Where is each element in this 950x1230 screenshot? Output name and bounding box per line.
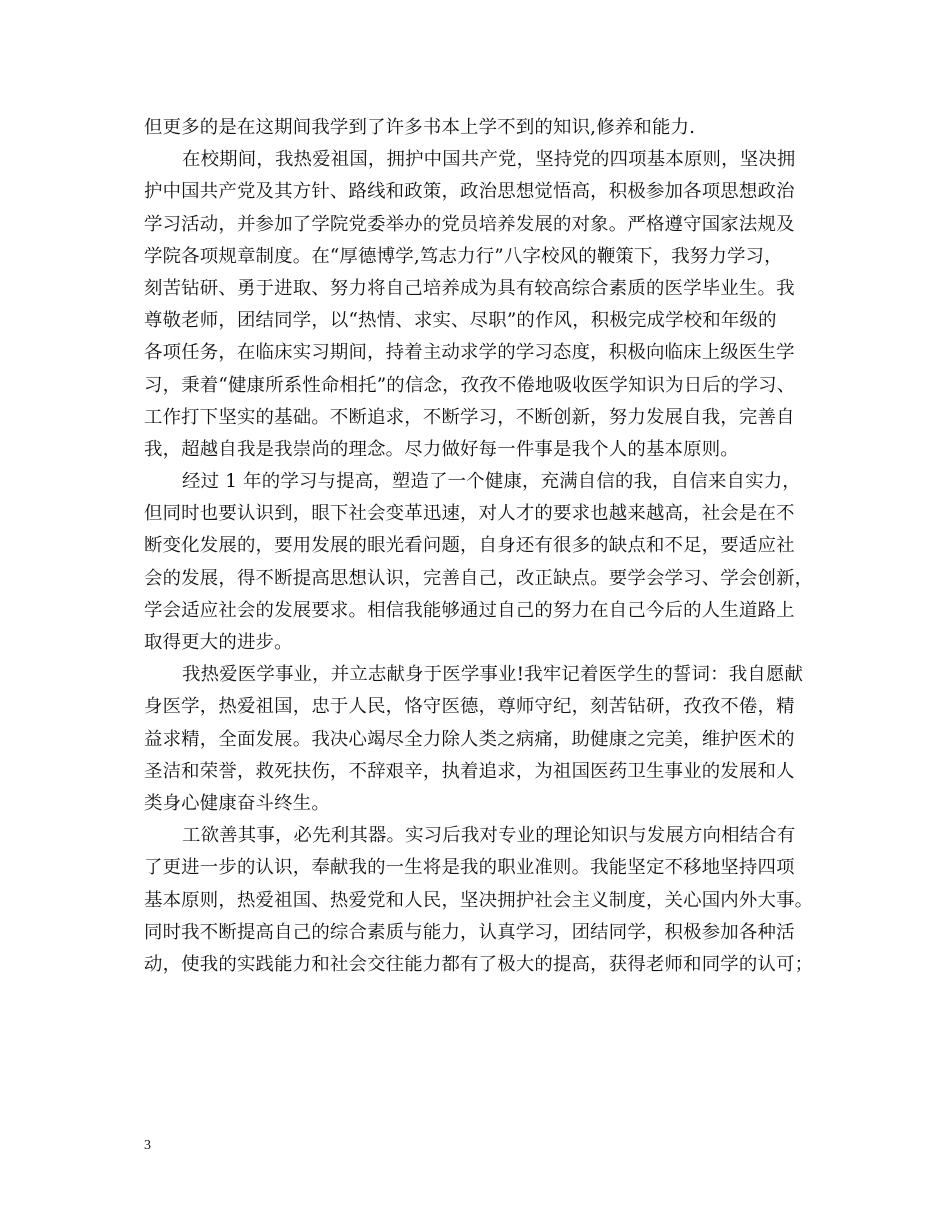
text-line: 尊敬老师，团结同学，以“热情、求实、尽职”的作风，积极完成学校和年级的 <box>144 310 777 332</box>
text-line: 了更进一步的认识，奉献我的一生将是我的职业准则。我能坚定不移地坚持四项 <box>144 857 795 879</box>
text-line: 会的发展，得不断提高思想认识，完善自己，改正缺点。要学会学习、学会创新， <box>144 567 814 589</box>
paragraph-first-line: 经过 1 年的学习与提高，塑造了一个健康，充满自信的我，自信来自实力， <box>182 471 801 493</box>
text-line: 但同时也要认识到，眼下社会变革迅速，对人才的要求也越来越高，社会是在不 <box>144 503 795 525</box>
text-line: 但更多的是在这期间我学到了许多书本上学不到的知识,修养和能力. <box>144 117 696 138</box>
text-line: 护中国共产党及其方针、路线和政策，政治思想觉悟高，积极参加各项思想政治 <box>144 181 795 203</box>
text-line: 取得更大的进步。 <box>144 632 293 653</box>
page-number: 3 <box>144 1138 151 1153</box>
text-line: 类身心健康奋斗终生。 <box>144 792 330 814</box>
text-line: 身医学，热爱祖国，忠于人民，恪守医德，尊师守纪，刻苦钻研，孜孜不倦，精 <box>144 696 795 718</box>
paragraph-first-line: 我热爱医学事业，并立志献身于医学事业!我牢记着医学生的誓词：我自愿献 <box>182 664 804 686</box>
text-line: 学会适应社会的发展要求。相信我能够通过自己的努力在自己今后的人生道路上 <box>144 599 795 621</box>
document-body <box>144 112 816 981</box>
paragraph-first-line: 工欲善其事，必先利其器。实习后我对专业的理论知识与发展方向相结合有 <box>182 825 796 847</box>
text-line: 习，秉着“健康所系性命相托”的信念，孜孜不倦地吸收医学知识为日后的学习、 <box>144 374 796 396</box>
text-line: 学习活动，并参加了学院党委举办的党员培养发展的对象。严格遵守国家法规及 <box>144 213 795 235</box>
text-line: 同时我不断提高自己的综合素质与能力，认真学习，团结同学，积极参加各种活 <box>144 921 795 943</box>
text-line: 动，使我的实践能力和社会交往能力都有了极大的提高，获得老师和同学的认可； <box>144 953 814 975</box>
text-line: 刻苦钻研、勇于进取、努力将自己培养成为具有较高综合素质的医学毕业生。我 <box>144 277 795 299</box>
text-line: 益求精，全面发展。我决心竭尽全力除人类之病痛，助健康之完美，维护医术的 <box>144 728 795 750</box>
paragraph-first-line: 在校期间，我热爱祖国，拥护中国共产党，坚持党的四项基本原则，坚决拥 <box>182 149 796 171</box>
text-line: 断变化发展的，要用发展的眼光看问题，自身还有很多的缺点和不足，要适应社 <box>144 535 795 557</box>
text-line: 我，超越自我是我崇尚的理念。尽力做好每一件事是我个人的基本原则。 <box>144 438 739 460</box>
text-line: 工作打下坚实的基础。不断追求，不断学习，不断创新，努力发展自我，完善自 <box>144 406 795 428</box>
text-line: 学院各项规章制度。在“厚德博学,笃志力行”八字校风的鞭策下，我努力学习， <box>144 245 783 267</box>
text-line: 各项任务，在临床实习期间，持着主动求学的学习态度，积极向临床上级医生学 <box>144 342 795 364</box>
text-line: 基本原则，热爱祖国、热爱党和人民，坚决拥护社会主义制度，关心国内外大事。 <box>144 889 814 911</box>
text-line: 圣洁和荣誉，救死扶伤，不辞艰辛，执着追求，为祖国医药卫生事业的发展和人 <box>144 760 795 782</box>
